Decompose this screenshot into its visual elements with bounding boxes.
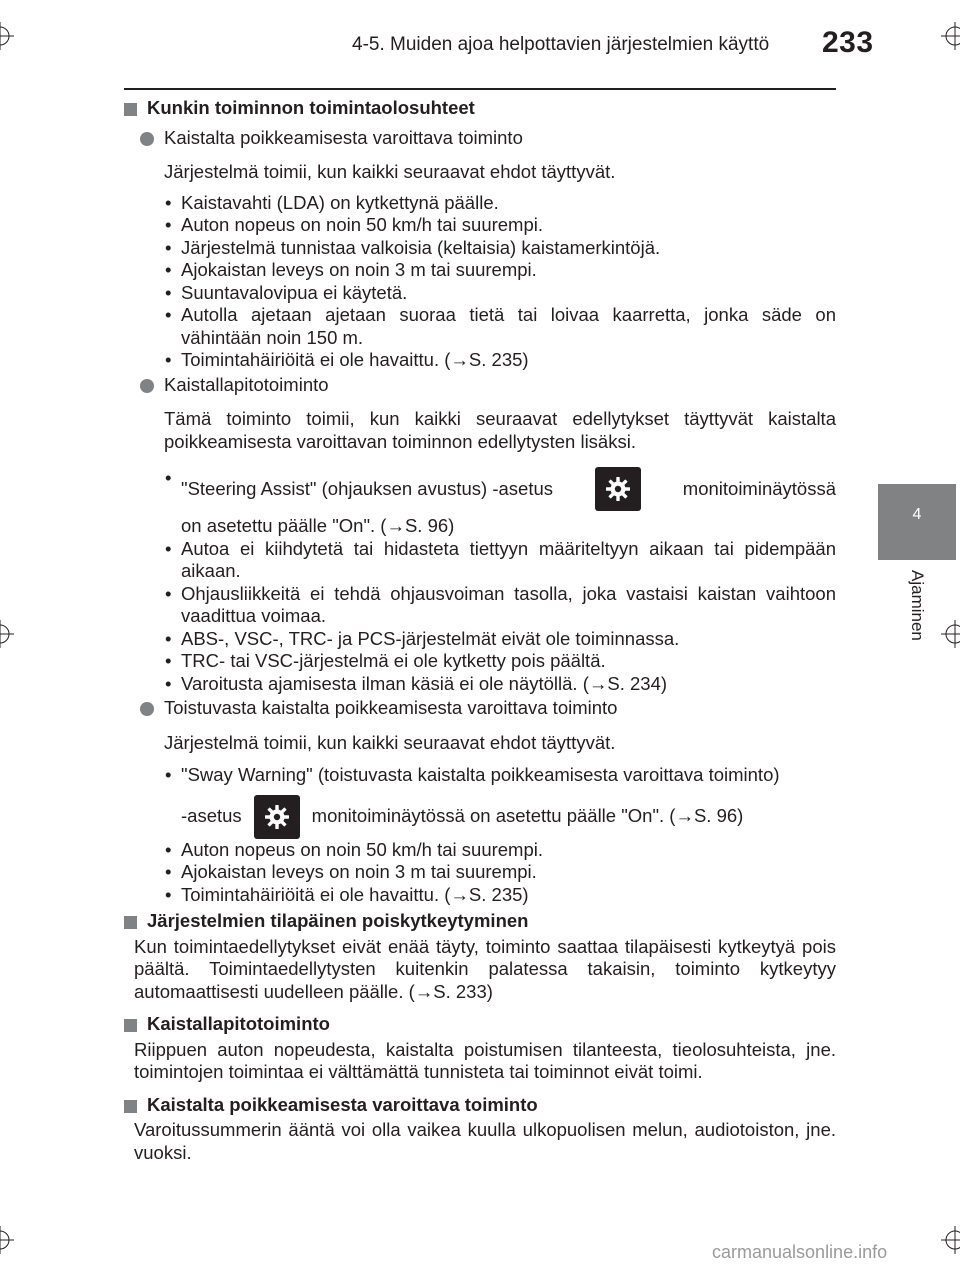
registration-mark-icon	[941, 620, 960, 648]
subsection-heading: Kaistallapitotoiminto	[124, 374, 836, 397]
list-item: • Ajokaistan leveys on noin 3 m tai suurempi.	[164, 259, 836, 282]
list-item: • Ohjausliikkeitä ei tehdä ohjausvoiman tasolla, joka vastaisi kaistan vaihtoon vaadittua voimaa.	[164, 583, 836, 628]
chapter-label-text: Ajaminen	[908, 570, 927, 641]
chapter-tab	[878, 484, 956, 560]
registration-mark-icon	[0, 1226, 14, 1254]
list-item: • "Sway Warning" (toistuvasta kaistalta poikkeamisesta varoittava toiminto) -asetus monitoiminäytössä on asetettu päälle "On". (→S. 96)	[164, 764, 836, 839]
chapter-number: 4	[912, 506, 922, 523]
list-item: • Autoa ei kiihdytetä tai hidasteta tiettyyn määriteltyyn aikaan tai pidempään aikaan.	[164, 538, 836, 583]
main-content	[124, 94, 836, 1164]
list-item: • Järjestelmä tunnistaa valkoisia (keltaisia) kaistamerkintöjä.	[164, 237, 836, 260]
section-body: Kun toimintaedellytykset eivät enää täyty, toiminto saattaa tilapäisesti kytkeytyä pois päältä. Toimintaedellytysten kuitenkin palatessa takaisin, toiminto kytkeytyy automaattisesti uudelleen päälle. (→S. 233)	[134, 935, 836, 1002]
list-item: • ABS-, VSC-, TRC- ja PCS-järjestelmät eivät ole toiminnassa.	[164, 628, 836, 651]
subsection-intro: Järjestelmä toimii, kun kaikki seuraavat ehdot täyttyvät.	[164, 161, 616, 182]
subsection-intro: Tämä toiminto toimii, kun kaikki seuraavat edellytykset täyttyvät kaistalta poikkeamisesta varoittavan toiminnon edellytysten lisäksi.	[164, 408, 836, 452]
registration-mark-icon	[0, 22, 14, 50]
list-item: • Autolla ajetaan ajetaan suoraa tietä tai loivaa kaarretta, jonka säde on vähintään noin 150 m.	[164, 304, 836, 349]
grey-dot-icon	[140, 132, 154, 146]
grey-square-icon	[124, 1019, 137, 1032]
condition-list	[124, 192, 836, 372]
grey-dot-icon	[140, 379, 154, 393]
list-item: • TRC- tai VSC-järjestelmä ei ole kytketty pois päältä.	[164, 650, 836, 673]
header-title: 4-5. Muiden ajoa helpottavien järjestelmien käyttö	[352, 34, 770, 55]
watermark: carmanualsonline.info	[712, 1242, 888, 1262]
list-item: • Suuntavalovipua ei käytetä.	[164, 282, 836, 305]
grey-square-icon	[124, 103, 137, 116]
list-item: • Auton nopeus on noin 50 km/h tai suurempi.	[164, 214, 836, 237]
condition-list	[124, 467, 836, 695]
list-item: • Varoitusta ajamisesta ilman käsiä ei ole näytöllä. (→S. 234)	[164, 673, 836, 696]
section-heading: Kunkin toiminnon toimintaolosuhteet	[124, 97, 836, 120]
subsection-heading: Toistuvasta kaistalta poikkeamisesta varoittava toiminto	[124, 697, 836, 720]
list-item: • Ajokaistan leveys on noin 3 m tai suurempi.	[164, 861, 836, 884]
list-item: • Toimintahäiriöitä ei ole havaittu. (→S. 235)	[164, 884, 836, 907]
condition-list	[124, 764, 836, 906]
list-item: • "Steering Assist" (ohjauksen avustus) -asetus monitoiminäytössä on asetettu päälle "On". (→S. 96)	[164, 467, 836, 538]
subsection-heading: Kaistalta poikkeamisesta varoittava toiminto	[124, 127, 836, 150]
grey-square-icon	[124, 916, 137, 929]
settings-gear-icon	[595, 467, 641, 511]
registration-mark-icon	[941, 22, 960, 50]
page-number: 233	[822, 26, 874, 59]
grey-square-icon	[124, 1100, 137, 1113]
list-item: • Auton nopeus on noin 50 km/h tai suurempi.	[164, 839, 836, 862]
section-body: Varoitussummerin ääntä voi olla vaikea kuulla ulkopuolisen melun, audiotoiston, jne. vuoksi.	[134, 1119, 836, 1163]
list-item: • Kaistavahti (LDA) on kytkettynä päälle.	[164, 192, 836, 215]
section-heading: Järjestelmien tilapäinen poiskytkeytyminen	[124, 910, 836, 933]
grey-dot-icon	[140, 702, 154, 716]
settings-gear-icon	[254, 795, 300, 839]
list-item: • Toimintahäiriöitä ei ole havaittu. (→S. 235)	[164, 349, 836, 372]
registration-mark-icon	[941, 1226, 960, 1254]
section-body: Riippuen auton nopeudesta, kaistalta poistumisen tilanteesta, tieolosuhteista, jne. toimintojen toimintaa ei välttämättä tunnisteta tai toiminnot eivät toimi.	[134, 1038, 836, 1082]
subsection-intro: Järjestelmä toimii, kun kaikki seuraavat ehdot täyttyvät.	[164, 731, 616, 753]
section-heading: Kaistallapitotoiminto	[124, 1013, 836, 1036]
registration-mark-icon	[0, 620, 14, 648]
page-header	[0, 0, 960, 90]
section-heading: Kaistalta poikkeamisesta varoittava toiminto	[124, 1094, 836, 1117]
header-rule	[124, 88, 836, 90]
